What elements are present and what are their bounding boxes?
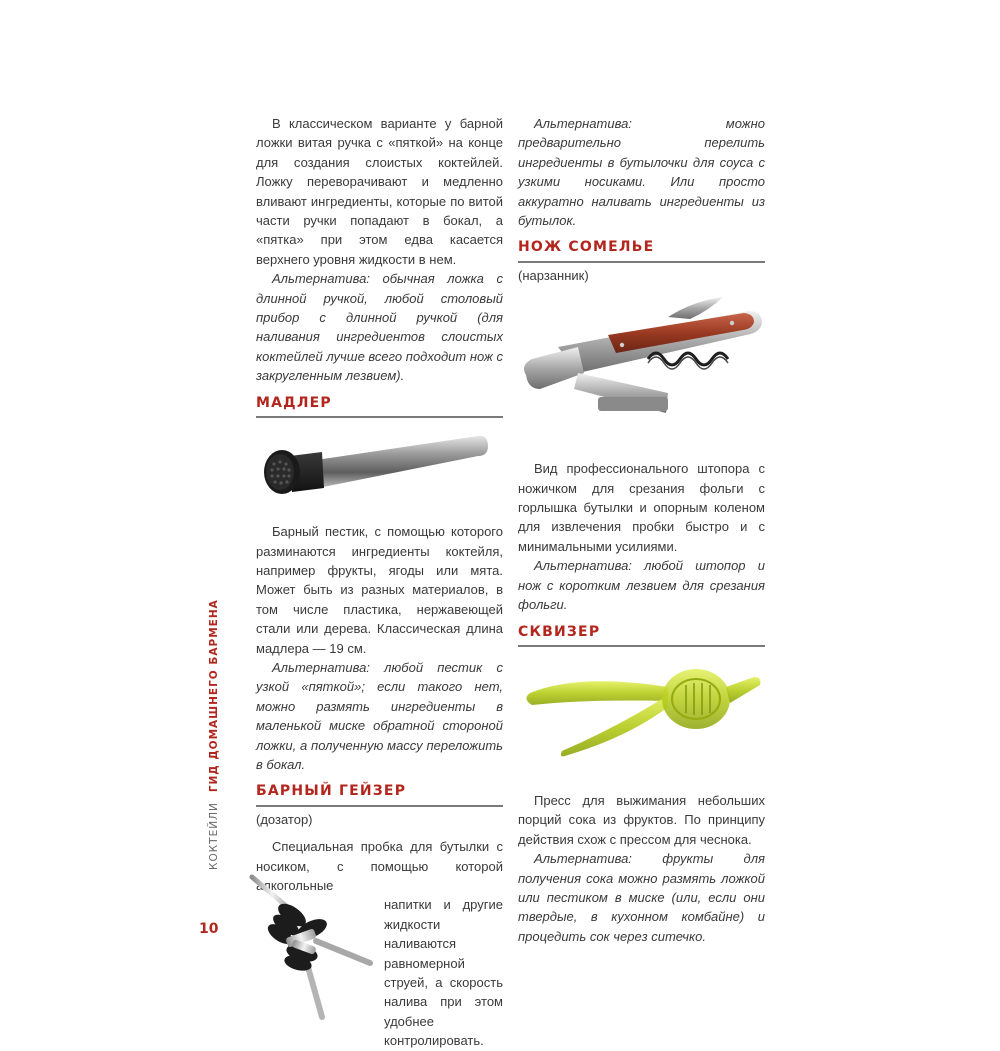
left-column [256,114,503,1051]
bar-geyser-subtitle: (дозатор) [256,811,313,827]
muddler-paragraph: Барный пестик, с помощью которого разминаются ингредиенты коктейля, например фрукты, ягоды или мята. Может быть из разных материалов, в том числе пластика, нержавеющей стали или дерева. Классическая длина мадлера — 19 см. [256,524,503,656]
bar-geyser-paragraph-top: Специальная пробка для бутылки с носиком, с помощью которой алкогольные [256,839,503,893]
bar-spoon-alternative: Альтернатива: обычная ложка с длинной ручкой, любой столовый прибор с длинной ручкой (для наливания ингредиентов слоистых коктейлей лучше всего подходит нож с закругленным лезвием). [256,271,503,384]
muddler-heading: МАДЛЕР [256,394,503,418]
right-column [518,114,765,946]
running-title-section: КОКТЕЙЛИ [208,802,220,870]
squeezer-alternative: Альтернатива: фрукты для получения сока можно размять ложкой или пестиком в миске (или, если они твердые, в кухонном комбайне) и процедить сок через ситечко. [518,851,765,944]
sommelier-knife-paragraph: Вид профессионального штопора с ножичком для срезания фольги с горлышка бутылки и опорным коленом для извлечения пробки быстро и с минимальными усилиями. [518,461,765,554]
squeezer-image [518,647,765,777]
squeezer-paragraph: Пресс для выжимания небольших порций сока из фруктов. По принципу действия схож с прессом для чеснока. [518,792,765,847]
running-title-book: ГИД ДОМАШНЕГО БАРМЕНА [208,599,220,793]
bar-geyser-block [256,837,503,1050]
running-title [206,599,222,870]
muddler-image [256,422,503,514]
bar-spoon-paragraph: В классическом варианте у барной ложки витая ручка с «пяткой» на конце для создания слоистых коктейлей. Ложку переворачивают и медленно вливают ингредиенты, которые по витой части ручки попадают в бокал, а «пятка» при этом едва касается верхнего уровня жидкости в нем. [256,116,503,267]
muddler-alternative: Альтернатива: любой пестик с узкой «пяткой»; если такого нет, можно размять ингредиенты в маленькой миске обратной стороной ложки, а полученную массу переложить в бокал. [256,659,503,772]
pouring-alternative: Альтернатива: можно предварительно перелить ингредиенты в бутылочки для соуса с узкими носиками. Или просто аккуратно наливать ингредиенты из бутылок. [518,116,765,229]
sommelier-knife-image [518,289,765,439]
sommelier-knife-subtitle: (нарзанник) [518,267,589,283]
page-number: 10 [199,921,219,937]
bar-geyser-paragraph-side: напитки и другие жидкости наливаются равномерной струей, а скорость налива при этом удобнее контролировать. [384,897,503,1049]
bar-geyser-image [242,871,378,1021]
sommelier-knife-heading: НОЖ СОМЕЛЬЕ [518,238,765,262]
bar-geyser-heading: БАРНЫЙ ГЕЙЗЕР [256,782,503,806]
sommelier-knife-alternative: Альтернатива: любой штопор и нож с коротким лезвием для срезания фольги. [518,558,765,613]
squeezer-heading: СКВИЗЕР [518,623,765,647]
